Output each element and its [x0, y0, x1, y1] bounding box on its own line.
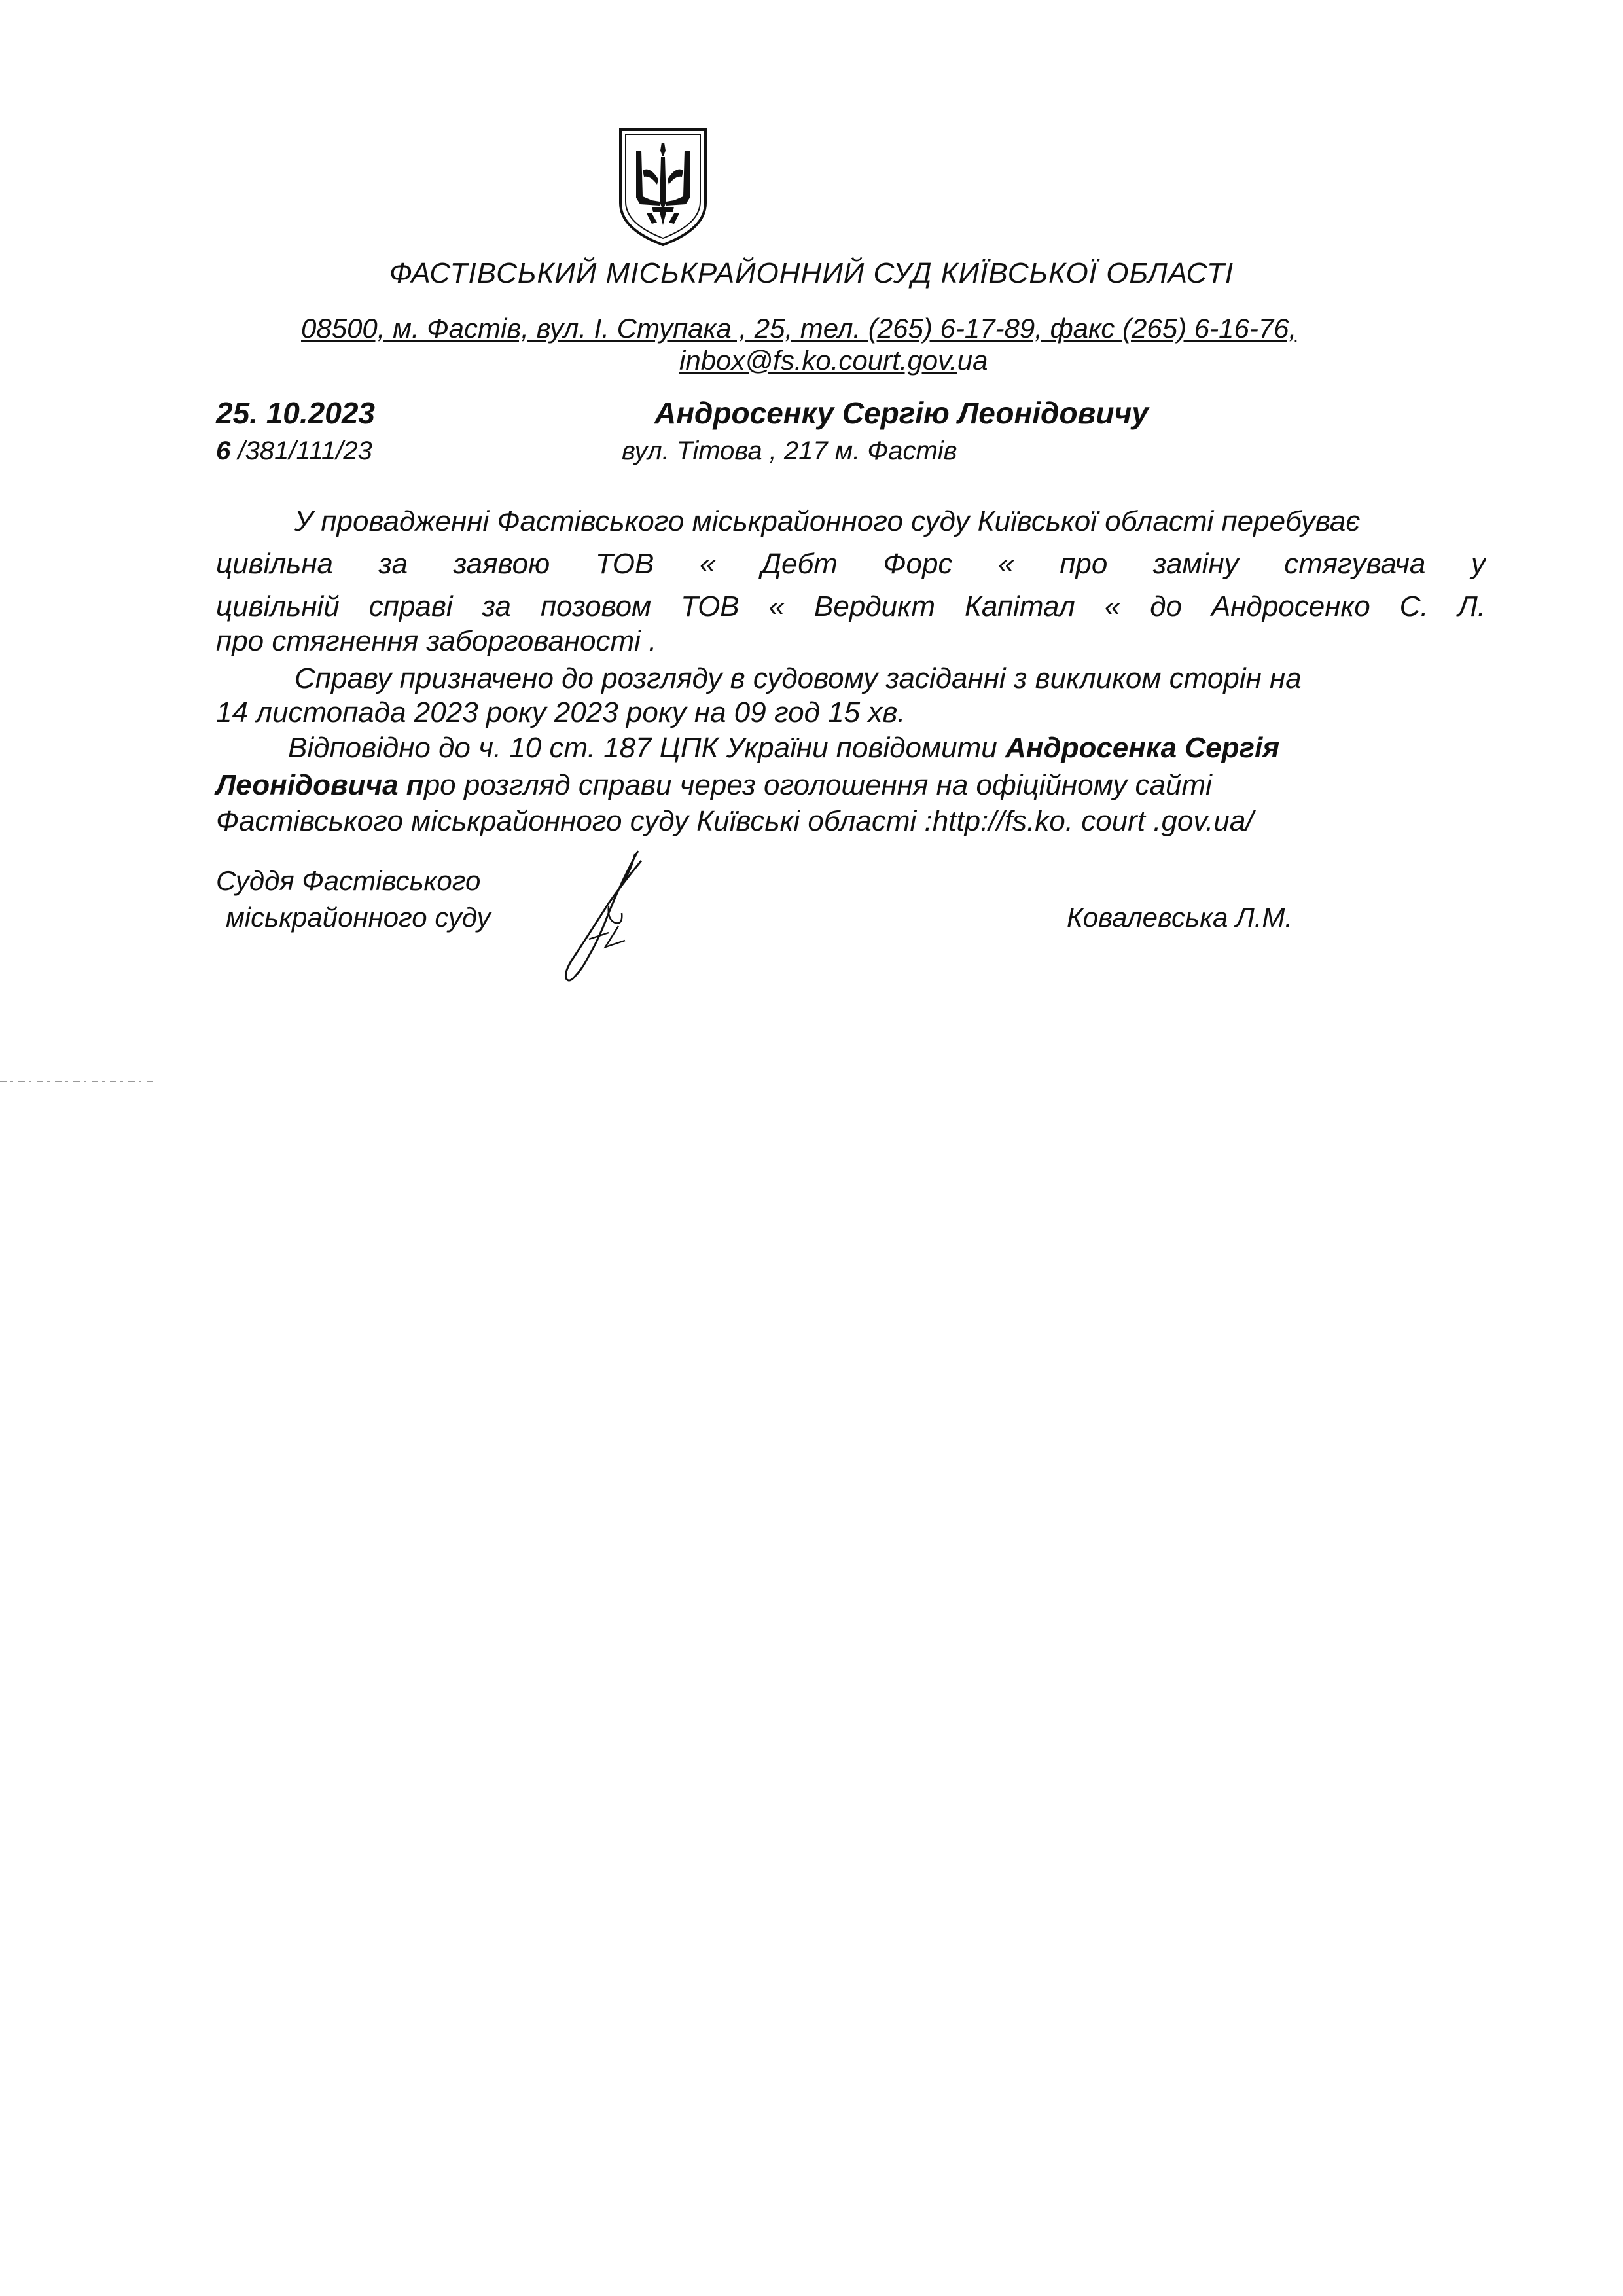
body-p1-line2: цивільна за заявою ТОВ « Дебт Форс « про заміну стягувача у: [216, 548, 1486, 580]
recipient-address: вул. Тітова , 217 м. Фастів: [622, 437, 957, 465]
body-p3-line3: Фастівського міськрайонного суду Київські області :http://fs.ko. court .gov.ua/: [216, 805, 1254, 837]
handwritten-signature: [510, 841, 668, 998]
body-p1-line4: про стягнення заборгованості .: [216, 625, 657, 657]
body-p3-line2-text: ро розгляд справи через оголошення на офіційному сайті: [423, 769, 1212, 801]
body-p3-line1-bold: Андросенка Сергія: [1005, 732, 1280, 764]
body-p1-line3: цивільній справі за позовом ТОВ « Вердикт Капітал « до Андросенко С. Л.: [216, 590, 1486, 622]
judge-title-line1: Суддя Фастівського: [216, 865, 481, 896]
body-p3-line2: [216, 769, 1212, 802]
body-p3-line2-bold: Леонідовича: [216, 769, 399, 801]
body-p2-line1: Справу призначено до розгляду в судовому засіданні з викликом сторін на: [294, 662, 1302, 694]
court-address-line: 08500, м. Фастів, вул. І. Ступака , 25, тел. (265) 6-17-89, факс (265) 6-16-76,: [301, 313, 1297, 344]
body-p1-line1: У провадженні Фастівського міськрайонного суду Київської області перебуває: [294, 505, 1361, 537]
body-p2-line2: 14 листопада 2023 року 2023 року на 09 год 15 хв.: [216, 696, 906, 728]
court-email-underlined: inbox@fs.ko.court.gov.: [679, 345, 957, 376]
recipient-name: Андросенку Сергію Леонідовичу: [654, 396, 1149, 430]
coat-of-arms-emblem: [614, 124, 712, 249]
body-p3-line2-bold-letter: п: [398, 769, 424, 801]
judge-name: Ковалевська Л.М.: [1067, 902, 1293, 933]
case-reference: [216, 437, 372, 466]
case-reference-bold: 6: [216, 437, 231, 465]
court-email-line: [679, 345, 988, 376]
letter-date: 25. 10.2023: [216, 396, 376, 430]
scan-artifact: [0, 1080, 157, 1083]
court-name-heading: ФАСТІВСЬКИЙ МІСЬКРАЙОННИЙ СУД КИЇВСЬКОЇ ОБЛАСТІ: [389, 257, 1234, 289]
judge-title-line2: міськрайонного суду: [226, 902, 491, 933]
body-p3-line1: [288, 732, 1279, 764]
court-email-tail: ua: [957, 345, 988, 376]
body-p3-line1-text: Відповідно до ч. 10 ст. 187 ЦПК України повідомити: [288, 732, 1006, 764]
case-reference-rest: /381/111/23: [230, 437, 372, 465]
